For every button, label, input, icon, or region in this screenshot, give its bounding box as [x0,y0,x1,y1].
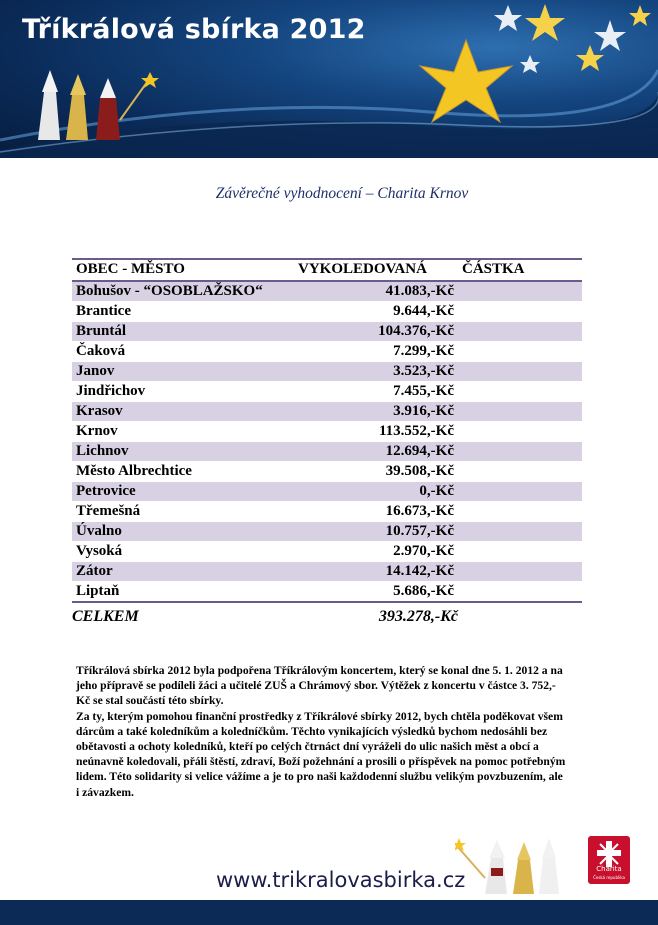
row-amount: 2.970,-Kč [296,542,458,562]
subtitle [0,185,658,203]
table-row [72,362,582,382]
row-spacer [458,342,582,362]
row-city: Bohušov - “OSOBLAŽSKO“ [72,281,296,302]
footer-bar [0,900,658,925]
three-kings-icon [455,828,565,898]
table-row [72,442,582,462]
row-city: Petrovice [72,482,296,502]
row-amount: 7.299,-Kč [296,342,458,362]
header-banner [0,0,658,158]
table-row [72,302,582,322]
row-spacer [458,582,582,603]
table-row [72,582,582,603]
row-amount: 3.916,-Kč [296,402,458,422]
table-row [72,342,582,362]
row-spacer [458,482,582,502]
table-row [72,562,582,582]
row-city: Čaková [72,342,296,362]
total-amount: 393.278,-Kč [378,608,458,625]
row-city: Město Albrechtice [72,462,296,482]
row-spacer [458,322,582,342]
row-city: Třemešná [72,502,296,522]
table-row [72,462,582,482]
row-city: Krasov [72,402,296,422]
row-amount: 9.644,-Kč [296,302,458,322]
row-city: Bruntál [72,322,296,342]
row-spacer [458,382,582,402]
row-spacer [458,562,582,582]
row-spacer [458,302,582,322]
table-row [72,402,582,422]
row-spacer [458,422,582,442]
website-link[interactable]: www.trikralovasbirka.cz [216,868,466,892]
row-spacer [458,402,582,422]
table-row [72,502,582,522]
row-amount: 104.376,-Kč [296,322,458,342]
row-city: Vysoká [72,542,296,562]
note-text [76,663,566,800]
logo-name: Charita [596,865,622,873]
table-row [72,522,582,542]
row-city: Janov [72,362,296,382]
row-amount: 14.142,-Kč [296,562,458,582]
logo-text [588,865,630,881]
row-city: Lichnov [72,442,296,462]
row-amount: 41.083,-Kč [296,281,458,302]
table-row [72,281,582,302]
row-amount: 5.686,-Kč [296,582,458,603]
page-title: Tříkrálová sbírka 2012 [22,14,366,45]
row-city: Krnov [72,422,296,442]
row-amount: 10.757,-Kč [296,522,458,542]
header-amount: ČÁSTKA [458,259,582,281]
subtitle-text: Závěrečné vyhodnocení – Charita Krnov [215,185,469,202]
table-row [72,482,582,502]
row-amount: 0,-Kč [296,482,458,502]
note-paragraph: Za ty, kterým pomohou finanční prostředky z Tříkrálové sbírky 2012, bych chtěla poděkovat všem dárcům a také koledníkům a koledníčkům. Těchto vynikajících výsledků bychom nedosáhli bez obětavosti a ochoty koledníků, kteří po celých čtrnáct dní vyráželi do ulic našich měst a obcí a neúnavně koledovali, přáli štěstí, zdraví, Boží požehnání a prosili o příspěvek na pomoc potřebným lidem. Této solidarity si velice vážíme a je to pro naši každodenní službu velikým povzbuzením, ale i závazkem. [76,709,566,799]
row-spacer [458,462,582,482]
table-row [72,542,582,562]
row-spacer [458,362,582,382]
table-row [72,322,582,342]
total-label: CELKEM [72,608,139,625]
row-spacer [458,542,582,562]
row-city: Brantice [72,302,296,322]
row-spacer [458,442,582,462]
table-header-row [72,259,582,281]
logo-subtext: Česká republika [593,875,625,880]
row-amount: 12.694,-Kč [296,442,458,462]
row-amount: 39.508,-Kč [296,462,458,482]
row-city: Liptaň [72,582,296,603]
row-city: Jindřichov [72,382,296,402]
header-collected: VYKOLEDOVANÁ [296,259,458,281]
row-amount: 113.552,-Kč [296,422,458,442]
row-city: Úvalno [72,522,296,542]
row-spacer [458,281,582,302]
row-amount: 7.455,-Kč [296,382,458,402]
big-star-icon [420,40,512,122]
collection-table [72,258,582,603]
charita-logo [588,836,630,884]
header-city: OBEC - MĚSTO [72,259,296,281]
table-row [72,382,582,402]
row-amount: 16.673,-Kč [296,502,458,522]
row-spacer [458,522,582,542]
row-city: Zátor [72,562,296,582]
row-spacer [458,502,582,522]
table-row [72,422,582,442]
cross-icon [597,841,621,867]
row-amount: 3.523,-Kč [296,362,458,382]
note-paragraph: Tříkrálová sbírka 2012 byla podpořena Tříkrálovým koncertem, který se konal dne 5. 1. 2012 a na jeho přípravě se podíleli žáci a učitelé ZUŠ a Chrámový sbor. Výtěžek z koncertu v částce 3. 752,-Kč se stal součástí této sbírky. [76,664,563,708]
